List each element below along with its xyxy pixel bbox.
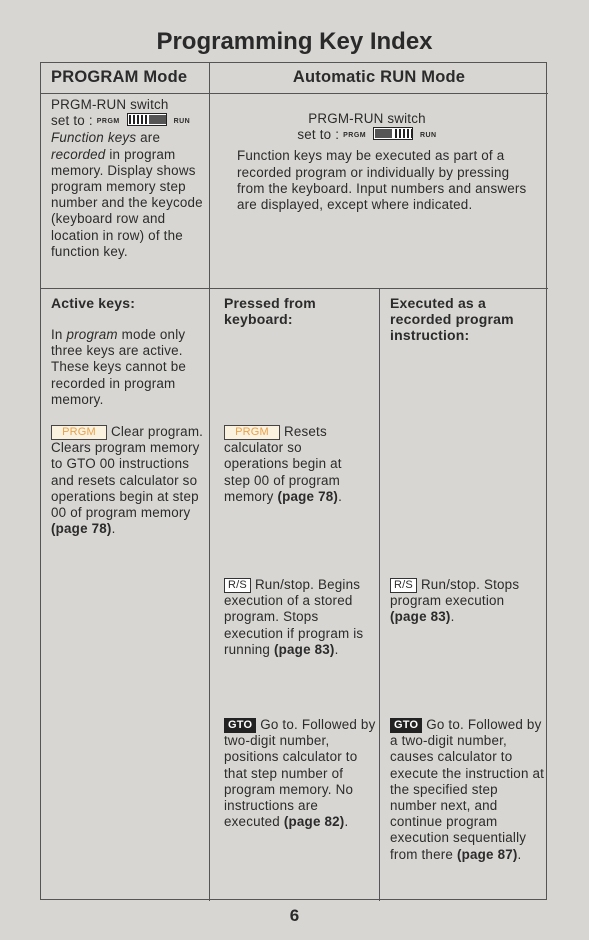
gto-key-icon: GTO — [390, 718, 422, 733]
page-number: 6 — [289, 906, 300, 925]
program-switch-label: PRGM-RUN switch — [51, 97, 169, 112]
mode-divider — [209, 63, 210, 901]
run-mode-description: Function keys may be executed as part of a recorded program or individually by pressing from the keyboard. Input numbers and answers are displayed, except where indicated. — [237, 148, 527, 213]
run-mode-intro — [237, 111, 537, 213]
run-switch-right-label: RUN — [419, 132, 437, 140]
prgm-run-switch-icon — [373, 127, 413, 140]
gto-recorded-entry: GTO Go to. Followed by a two-digit number, causes calculator to execute the instruction at the specified step number next, and continue program execution sequentially from there (page 87). — [390, 717, 545, 862]
key-index-table — [40, 62, 547, 900]
pressed-from-keyboard-header: Pressed from keyboard: — [224, 295, 316, 328]
prgm-run-switch-icon — [127, 113, 167, 126]
prgm-key-icon: PRGM — [51, 425, 107, 440]
section-divider — [41, 288, 548, 289]
program-switch-setto: set to : — [51, 113, 93, 129]
program-mode-description: Function keys are recorded in program memory. Display shows program memory step number and the keycode (keyboard row and location in row) of the function key. — [51, 130, 203, 259]
prgm-keyboard-entry: PRGM Resets calculator so operations begin at step 00 of program memory (page 78). — [224, 424, 342, 504]
prgm-key-icon: PRGM — [224, 425, 280, 440]
run-switch-row — [237, 127, 537, 144]
run-switch-setto: set to : — [297, 127, 340, 143]
executed-recorded-header: Executed as a recorded program instruction: — [390, 295, 514, 344]
run-switch-left-label: PRGM — [343, 132, 367, 140]
program-switch-right-label: RUN — [173, 118, 191, 126]
program-mode-intro — [51, 97, 206, 260]
program-switch-row — [51, 113, 206, 130]
run-mode-header: Automatic RUN Mode — [292, 68, 466, 86]
rs-key-icon: R/S — [390, 578, 417, 593]
program-mode-header: PROGRAM Mode — [51, 68, 188, 86]
gto-keyboard-entry: GTO Go to. Followed by two-digit number, positions calculator to that step number of program memory. No instructions are executed (page 82). — [224, 717, 376, 830]
active-keys-intro: In program mode only three keys are active. These keys cannot be recorded in program memory. — [51, 327, 187, 407]
gto-key-icon: GTO — [224, 718, 256, 733]
rs-key-icon: R/S — [224, 578, 251, 593]
active-keys-header: Active keys: — [51, 295, 136, 311]
run-col-divider — [379, 288, 380, 901]
program-switch-left-label: PRGM — [96, 118, 120, 126]
rs-keyboard-entry: R/S Run/stop. Begins execution of a stored program. Stops execution if program is running (page 83). — [224, 577, 364, 657]
run-switch-label: PRGM-RUN switch — [308, 111, 426, 126]
page-title: Programming Key Index — [156, 28, 433, 55]
rs-recorded-entry: R/S Run/stop. Stops program execution (page 83). — [390, 577, 520, 625]
header-divider — [41, 93, 548, 94]
prgm-program-mode-entry: PRGM Clear program. Clears program memory to GTO 00 instructions and resets calculator so operations begin at step 00 of program memory (page 78). — [51, 424, 204, 537]
